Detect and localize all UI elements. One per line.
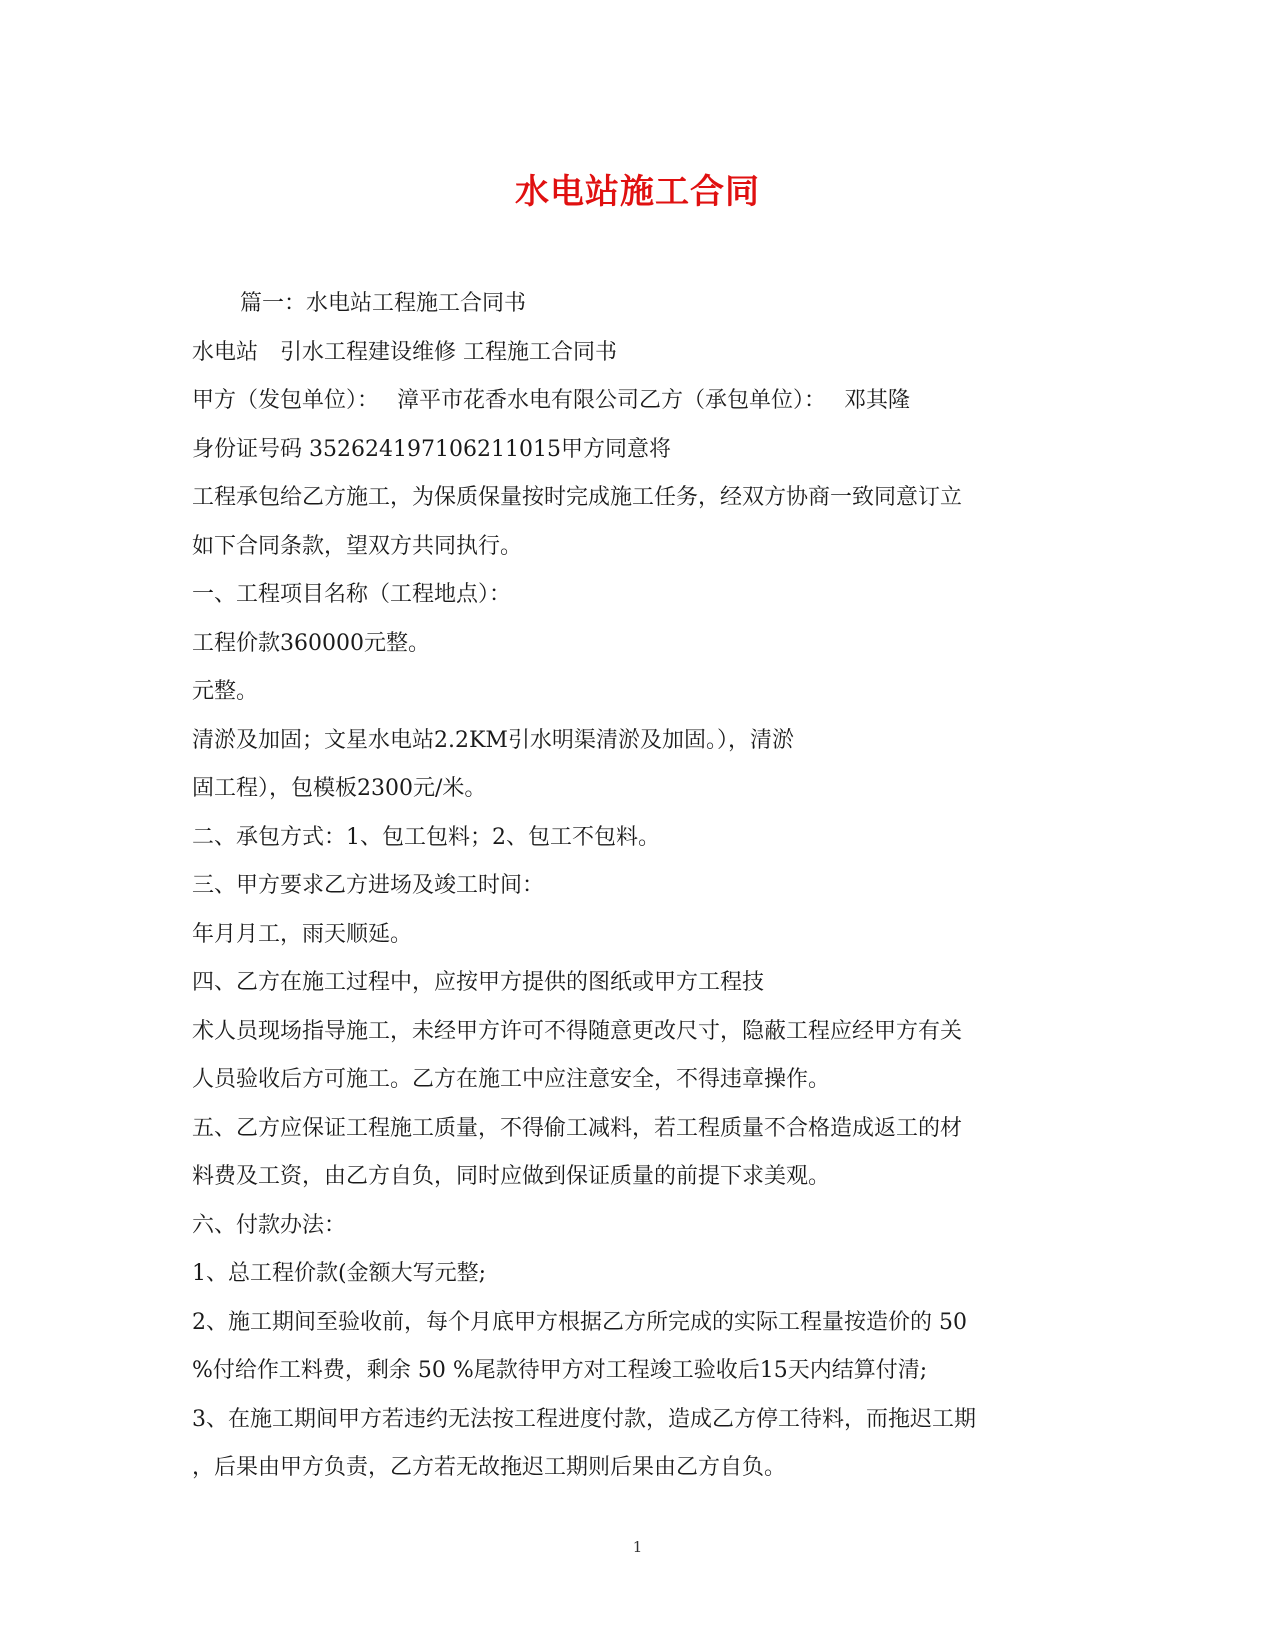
clause-heading: 一、工程项目名称（工程地点）： [192, 582, 512, 607]
list-item: 2、施工期间至验收前，每个月底甲方根据乙方所完成的实际工程量按造价的 50 [192, 1309, 967, 1335]
clause-heading: 三、甲方要求乙方进场及竣工时间： [192, 873, 545, 898]
body-line: ，后果由甲方负责，乙方若无故拖迟工期则后果由乙方自负。 [192, 1455, 787, 1480]
body-line: 如下合同条款，望双方共同执行。 [192, 533, 523, 559]
contract-subtitle: 水电站 引水工程建设维修 工程施工合同书 [192, 339, 617, 365]
body-line: 料费及工资，由乙方自负，同时应做到保证质量的前提下求美观。 [192, 1164, 831, 1189]
body-line: 固工程），包模板2300元/米。 [192, 776, 487, 801]
body-line: 工程承包给乙方施工，为保质保量按时完成施工任务，经双方协商一致同意订立 [192, 485, 963, 510]
body-line: 工程价款360000元整。 [192, 630, 430, 656]
body-line: 元整。 [192, 679, 259, 704]
body-line: %付给作工料费，剩余 50 %尾款待甲方对工程竣工验收后15天内结算付清; [192, 1358, 928, 1383]
page-number: 1 [632, 1538, 643, 1556]
clause-heading: 二、承包方式：1、包工包料；2、包工不包料。 [192, 824, 660, 850]
document-title: 水电站施工合同 [515, 172, 760, 212]
section-heading: 篇一：水电站工程施工合同书 [240, 291, 527, 316]
body-line: 年月月工，雨天顺延。 [192, 921, 413, 947]
clause-heading: 四、乙方在施工过程中，应按甲方提供的图纸或甲方工程技 [192, 970, 765, 995]
parties-line: 甲方（发包单位）： 漳平市花香水电有限公司乙方（承包单位）： 邓其隆 [192, 388, 910, 413]
body-line: 术人员现场指导施工，未经甲方许可不得随意更改尺寸，隐蔽工程应经甲方有关 [192, 1018, 963, 1044]
clause-heading: 六、付款办法： [192, 1212, 347, 1238]
list-item: 3、在施工期间甲方若违约无法按工程进度付款，造成乙方停工待料，而拖迟工期 [192, 1406, 976, 1432]
clause-heading: 五、乙方应保证工程施工质量，不得偷工减料，若工程质量不合格造成返工的材 [192, 1115, 963, 1141]
body-line: 人员验收后方可施工。乙方在施工中应注意安全，不得违章操作。 [192, 1067, 831, 1092]
list-item: 1、总工程价款(金额大写元整; [192, 1261, 486, 1286]
body-line: 清淤及加固；文星水电站2.2KM引水明渠清淤及加固。），清淤 [192, 727, 794, 753]
document-body [192, 280, 1092, 1493]
id-number-line: 身份证号码 352624197106211015甲方同意将 [192, 436, 671, 462]
